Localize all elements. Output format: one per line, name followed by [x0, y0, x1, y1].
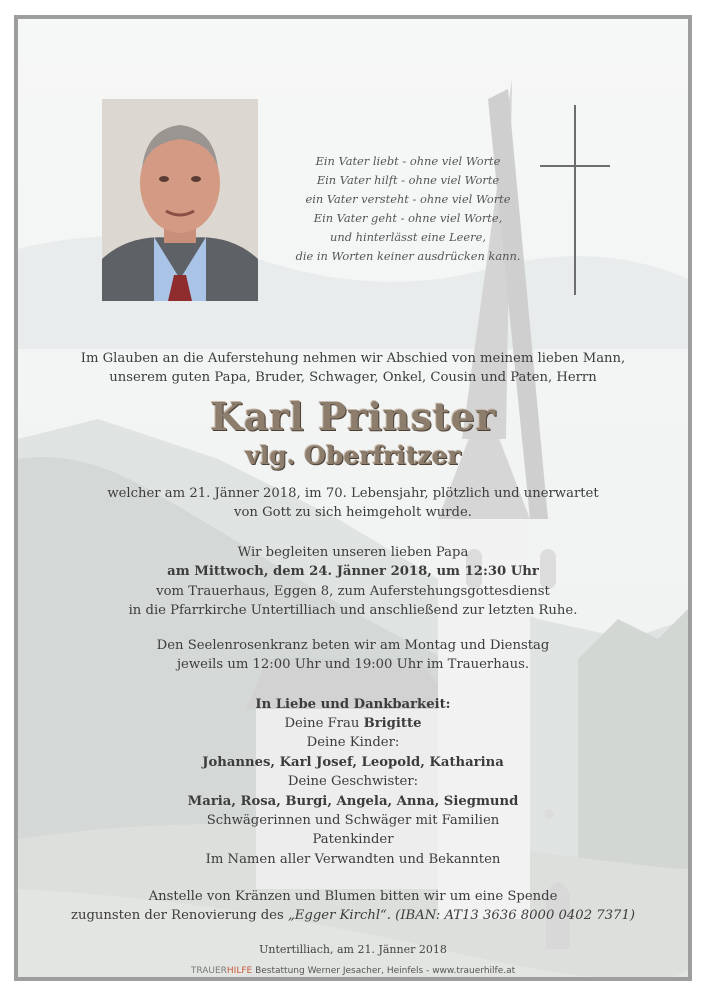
- rosary-line: Den Seelenrosenkranz beten wir am Montag und Dienstag: [156, 638, 550, 653]
- brand-logo-part1: TRAUER: [190, 966, 227, 976]
- poem-line: die in Worten keiner ausdrücken kann.: [295, 249, 521, 263]
- death-line: von Gott zu sich heimgeholt wurde.: [234, 505, 472, 521]
- siblings-label: Deine Geschwister:: [287, 774, 419, 790]
- donation-iban: „Egger Kirchl“. (IBAN: AT13 3636 8000 0402 7371): [287, 908, 635, 924]
- poem-line: ein Vater versteht - ohne viel Worte: [305, 192, 511, 206]
- portrait-image: [102, 99, 258, 301]
- poem-line: Ein Vater geht - ohne viel Worte,: [313, 211, 503, 225]
- deceased-name: Karl Prinster: [210, 394, 496, 439]
- rosary-line: jeweils um 12:00 Uhr und 19:00 Uhr im Trauerhaus.: [176, 657, 530, 673]
- relatives-line: Im Namen aller Verwandten und Bekannten: [205, 851, 501, 867]
- godchildren-line: Patenkinder: [312, 832, 394, 848]
- death-line: welcher am 21. Jänner 2018, im 70. Lebensjahr, plötzlich und unerwartet: [107, 486, 599, 501]
- footer-credit: [18, 966, 688, 977]
- death-notice: [18, 484, 688, 523]
- funeral-route: vom Trauerhaus, Eggen 8, zum Auferstehungsgottesdienst: [156, 583, 550, 599]
- wife-name: Brigitte: [363, 716, 422, 731]
- cross-icon: [540, 105, 610, 295]
- donation-request: [18, 887, 688, 926]
- inlaws-line: Schwägerinnen und Schwäger mit Familien: [206, 813, 500, 829]
- obituary-card: [14, 15, 692, 981]
- intro-line: Im Glauben an die Auferstehung nehmen wir Abschied von meinem lieben Mann,: [80, 351, 626, 366]
- siblings-names: Maria, Rosa, Burgi, Angela, Anna, Siegmund: [187, 793, 519, 809]
- intro-text: [18, 349, 688, 388]
- intro-line: unserem guten Papa, Bruder, Schwager, Onkel, Cousin und Paten, Herrn: [109, 370, 597, 386]
- poem-line: Ein Vater liebt - ohne viel Worte: [315, 154, 501, 168]
- footer-text: Bestattung Werner Jesacher, Heinfels - www.trauerhilfe.at: [252, 966, 516, 976]
- place-date: Untertilliach, am 21. Jänner 2018: [259, 943, 447, 956]
- poem-line: und hinterlässt eine Leere,: [330, 230, 486, 244]
- brand-logo-part2: HILFE: [226, 966, 253, 976]
- mourners-heading: In Liebe und Dankbarkeit:: [255, 697, 451, 712]
- rosary-notice: [18, 636, 688, 675]
- children-names: Johannes, Karl Josef, Leopold, Katharina: [202, 754, 504, 770]
- donation-line: Anstelle von Kränzen und Blumen bitten wir um eine Spende: [148, 889, 558, 904]
- funeral-church: in die Pfarrkirche Untertilliach und anschließend zur letzten Ruhe.: [128, 603, 578, 619]
- funeral-date-time: am Mittwoch, dem 24. Jänner 2018, um 12:30 Uhr: [167, 564, 539, 580]
- poem-line: Ein Vater hilft - ohne viel Worte: [316, 173, 500, 187]
- funeral-details: [18, 543, 688, 621]
- mourners-list: [18, 714, 688, 869]
- portrait-photo: [102, 99, 258, 301]
- donation-line: zugunsten der Renovierung des „Egger Kirchl“. (IBAN: AT13 3636 8000 0402 7371): [71, 908, 635, 924]
- poem: [268, 152, 548, 266]
- deceased-vulgo-name: vlg. Oberfritzer: [245, 441, 461, 470]
- wife-line: Deine Frau Brigitte: [284, 716, 422, 731]
- funeral-intro: Wir begleiten unseren lieben Papa: [237, 545, 469, 560]
- children-label: Deine Kinder:: [306, 735, 400, 751]
